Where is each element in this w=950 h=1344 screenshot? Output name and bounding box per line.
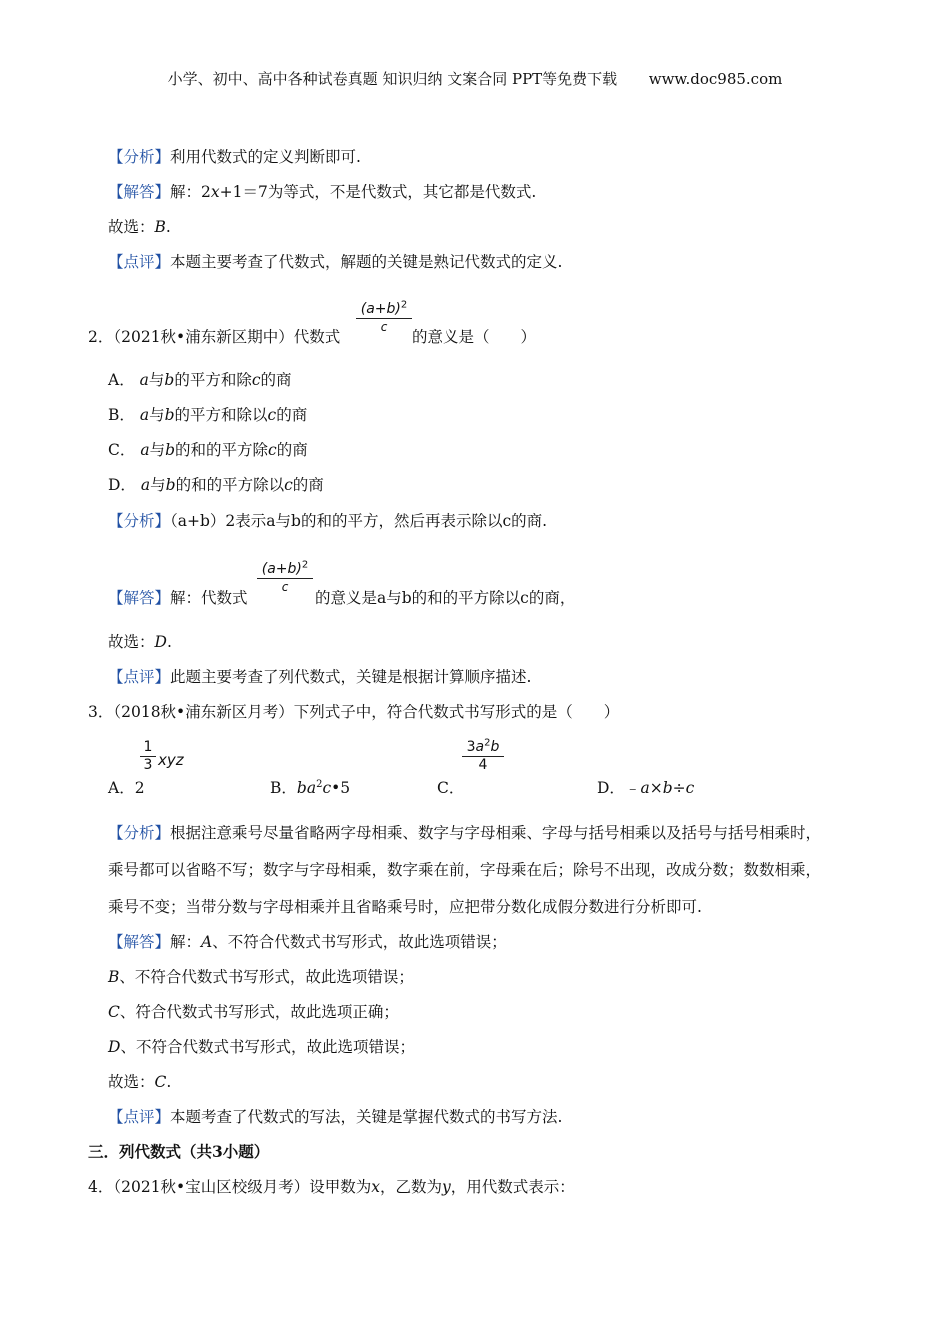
q3-analysis-line3: 乘号不变；当带分数与字母相乘并且省略乘号时，应把带分数化成假分数进行分析即可.: [108, 898, 702, 916]
q2-stem-right: 的意义是（ ）: [412, 328, 537, 346]
q3-option-a-tail: xyz: [158, 751, 184, 769]
q3-answer-b: B、不符合代数式书写形式，故此选项错误；: [108, 968, 414, 986]
q3-option-a-key: A．2: [108, 779, 145, 797]
q2-option-a: A． a与b的平方和除c的商: [108, 371, 292, 389]
answer-tag: 【解答】: [108, 183, 171, 201]
q3-analysis-line2: 乘号都可以省略不写；数字与字母相乘，数字乘在前，字母乘在后；除号不出现，改成分数；数数相乘，: [108, 861, 822, 879]
q3-answer-a: 【解答】解：A、不符合代数式书写形式，故此选项错误；: [108, 933, 507, 951]
analysis-tag: 【分析】: [108, 148, 171, 166]
section-title: 三．列代数式（共3小题）: [88, 1142, 270, 1161]
q2-answer-right: 的意义是a与b的和的平方除以c的商，: [315, 589, 576, 607]
q2-answer-left: 【解答】解：代数式: [108, 589, 248, 607]
q3-option-c-fraction: $3a^2b$ 4: [462, 738, 504, 773]
q3-option-a-fraction: 1 3: [140, 738, 156, 773]
q2-option-c: C． a与b的和的平方除c的商: [108, 441, 308, 459]
q2-answer-fraction: $(a+b)^2$ c: [257, 560, 313, 595]
q1-answer: 【解答】解：2x+1＝7为等式，不是代数式，其它都是代数式.: [108, 183, 537, 201]
q1-analysis: 【分析】利用代数式的定义判断即可.: [108, 148, 361, 166]
q3-answer-c: C、符合代数式书写形式，故此选项正确；: [108, 1003, 399, 1021]
q2-choice: 故选：D.: [108, 633, 172, 651]
q3-analysis-line1: 【分析】根据注意乘号尽量省略两字母相乘、数字与字母相乘、字母与括号相乘以及括号与括号相乘时，: [108, 824, 822, 842]
q3-option-d: D．﹣a×b÷c: [597, 779, 695, 797]
q2-comment: 【点评】此题主要考查了列代数式，关键是根据计算顺序描述.: [108, 668, 532, 686]
q3-choice: 故选：C.: [108, 1073, 172, 1091]
q2-analysis: 【分析】（a+b）2表示a与b的和的平方，然后再表示除以c的商.: [108, 512, 548, 530]
q2-stem-left: 2．（2021秋•浦东新区期中）代数式: [88, 328, 341, 346]
q2-stem-fraction: $(a+b)^2$ c: [356, 300, 412, 335]
comment-tag: 【点评】: [108, 253, 171, 271]
page-header: [0, 68, 950, 89]
header-site: www.doc985.com: [648, 70, 783, 88]
q3-answer-d: D、不符合代数式书写形式，故此选项错误；: [108, 1038, 415, 1056]
q4-stem: 4．（2021秋•宝山区校级月考）设甲数为x，乙数为y，用代数式表示：: [88, 1178, 575, 1196]
q2-option-b: B． a与b的平方和除以c的商: [108, 406, 308, 424]
q3-comment: 【点评】本题考查了代数式的写法，关键是掌握代数式的书写方法.: [108, 1108, 563, 1126]
q3-option-b: B．$ba^2c•5$: [270, 778, 351, 797]
q1-comment: 【点评】本题主要考查了代数式，解题的关键是熟记代数式的定义.: [108, 253, 563, 271]
q3-option-c-key: C．: [437, 779, 465, 797]
q1-choice: 故选：B.: [108, 218, 171, 236]
q2-option-d: D． a与b的和的平方除以c的商: [108, 476, 324, 494]
q3-stem: 3．（2018秋•浦东新区月考）下列式子中，符合代数式书写形式的是（ ）: [88, 703, 620, 721]
header-text: 小学、初中、高中各种试卷真题 知识归纳 文案合同 PPT等免费下载: [167, 70, 618, 88]
